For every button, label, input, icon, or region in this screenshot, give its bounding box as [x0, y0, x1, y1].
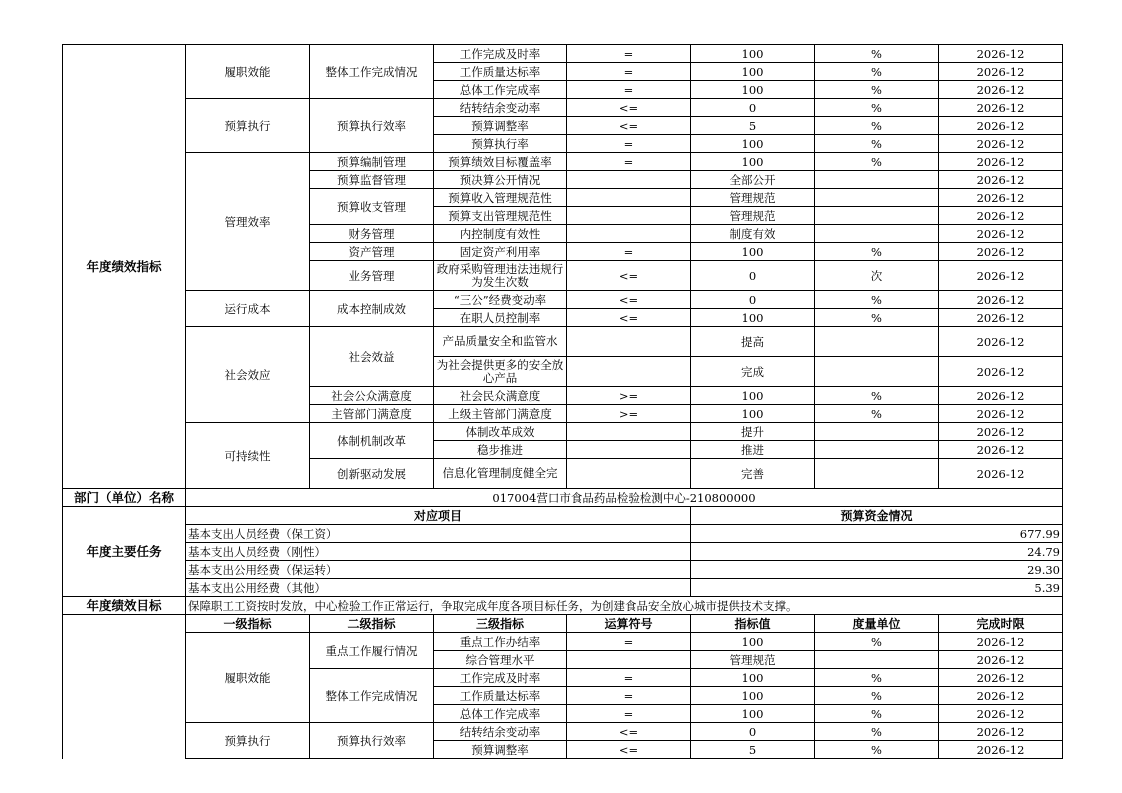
level3-indicator: 预算调整率	[434, 117, 567, 135]
task-item: 基本支出公用经费（其他）	[186, 579, 691, 597]
level3-indicator: 稳步推进	[434, 441, 567, 459]
indicator-value: 100	[691, 705, 815, 723]
level3-indicator: 为社会提供更多的安全放心产品	[434, 357, 567, 387]
indicator-value: 100	[691, 243, 815, 261]
col-header: 三级指标	[434, 615, 567, 633]
operator-cell	[567, 189, 691, 207]
task-item: 基本支出公用经费（保运转）	[186, 561, 691, 579]
task-amount: 24.79	[691, 543, 1063, 561]
deadline-cell: 2026-12	[939, 459, 1063, 489]
unit-cell	[815, 207, 939, 225]
col-header: 完成时限	[939, 615, 1063, 633]
budget-sheet	[62, 44, 1063, 759]
col-header-item: 对应项目	[186, 507, 691, 525]
level1-indicator: 预算执行	[186, 723, 310, 759]
deadline-cell: 2026-12	[939, 441, 1063, 459]
task-amount: 677.99	[691, 525, 1063, 543]
task-row	[63, 525, 1063, 543]
unit-cell	[815, 441, 939, 459]
unit-cell	[815, 327, 939, 357]
operator-cell: >=	[567, 387, 691, 405]
operator-cell: =	[567, 669, 691, 687]
deadline-cell: 2026-12	[939, 309, 1063, 327]
unit-cell: %	[815, 741, 939, 759]
deadline-cell: 2026-12	[939, 633, 1063, 651]
indicator-value: 100	[691, 687, 815, 705]
level2-indicator: 创新驱动发展	[310, 459, 434, 489]
deadline-cell: 2026-12	[939, 261, 1063, 291]
tasks-label: 年度主要任务	[63, 507, 186, 597]
section-label-empty	[63, 615, 186, 759]
operator-cell	[567, 651, 691, 669]
deadline-cell: 2026-12	[939, 171, 1063, 189]
deadline-cell: 2026-12	[939, 207, 1063, 225]
level1-indicator: 运行成本	[186, 291, 310, 327]
level2-indicator: 预算执行效率	[310, 99, 434, 153]
level2-indicator: 体制机制改革	[310, 423, 434, 459]
operator-cell	[567, 171, 691, 189]
operator-cell: =	[567, 81, 691, 99]
unit-cell: %	[815, 669, 939, 687]
task-item: 基本支出人员经费（刚性）	[186, 543, 691, 561]
operator-cell	[567, 225, 691, 243]
deadline-cell: 2026-12	[939, 63, 1063, 81]
level3-indicator: 预算收入管理规范性	[434, 189, 567, 207]
unit-cell: %	[815, 723, 939, 741]
unit-cell	[815, 423, 939, 441]
operator-cell: <=	[567, 723, 691, 741]
col-header-budget: 预算资金情况	[691, 507, 1063, 525]
deadline-cell: 2026-12	[939, 117, 1063, 135]
task-item: 基本支出人员经费（保工资）	[186, 525, 691, 543]
deadline-cell: 2026-12	[939, 243, 1063, 261]
operator-cell	[567, 357, 691, 387]
deadline-cell: 2026-12	[939, 45, 1063, 63]
level3-indicator: 内控制度有效性	[434, 225, 567, 243]
task-row	[63, 543, 1063, 561]
level3-indicator: 综合管理水平	[434, 651, 567, 669]
level2-indicator: 预算收支管理	[310, 189, 434, 225]
col-header: 指标值	[691, 615, 815, 633]
level3-indicator: 结转结余变动率	[434, 723, 567, 741]
level2-indicator: 重点工作履行情况	[310, 633, 434, 669]
level2-indicator: 社会公众满意度	[310, 387, 434, 405]
indicator-value: 管理规范	[691, 189, 815, 207]
deadline-cell: 2026-12	[939, 81, 1063, 99]
level2-indicator: 整体工作完成情况	[310, 669, 434, 723]
deadline-cell: 2026-12	[939, 687, 1063, 705]
unit-cell: %	[815, 117, 939, 135]
operator-cell: =	[567, 45, 691, 63]
table-row	[63, 99, 1063, 117]
level3-indicator: 工作质量达标率	[434, 687, 567, 705]
deadline-cell: 2026-12	[939, 357, 1063, 387]
level2-indicator: 整体工作完成情况	[310, 45, 434, 99]
level3-indicator: 总体工作完成率	[434, 705, 567, 723]
level3-indicator: 工作质量达标率	[434, 63, 567, 81]
indicator-value: 100	[691, 309, 815, 327]
deadline-cell: 2026-12	[939, 99, 1063, 117]
level3-indicator: 结转结余变动率	[434, 99, 567, 117]
unit-cell	[815, 459, 939, 489]
level1-indicator: 社会效应	[186, 327, 310, 423]
level3-indicator: 社会民众满意度	[434, 387, 567, 405]
level3-indicator: 预算执行率	[434, 135, 567, 153]
level3-indicator: “三公”经费变动率	[434, 291, 567, 309]
col-header: 一级指标	[186, 615, 310, 633]
table-row	[63, 291, 1063, 309]
unit-cell	[815, 189, 939, 207]
unit-cell: %	[815, 135, 939, 153]
unit-cell: 次	[815, 261, 939, 291]
operator-cell: =	[567, 633, 691, 651]
indicator-value: 100	[691, 135, 815, 153]
indicator-value: 100	[691, 387, 815, 405]
task-amount: 29.30	[691, 561, 1063, 579]
dept-row	[63, 489, 1063, 507]
col-header: 度量单位	[815, 615, 939, 633]
unit-cell: %	[815, 387, 939, 405]
operator-cell	[567, 459, 691, 489]
deadline-cell: 2026-12	[939, 291, 1063, 309]
table-row	[63, 45, 1063, 63]
table-row	[63, 423, 1063, 441]
level3-indicator: 预决算公开情况	[434, 171, 567, 189]
table-row	[63, 633, 1063, 651]
unit-cell: %	[815, 309, 939, 327]
unit-cell: %	[815, 405, 939, 423]
operator-cell: =	[567, 687, 691, 705]
operator-cell	[567, 327, 691, 357]
indicator-value: 提升	[691, 423, 815, 441]
col-header: 二级指标	[310, 615, 434, 633]
operator-cell: <=	[567, 291, 691, 309]
level3-indicator: 信息化管理制度健全完	[434, 459, 567, 489]
operator-cell: =	[567, 243, 691, 261]
indicator-value: 100	[691, 153, 815, 171]
level3-indicator: 预算调整率	[434, 741, 567, 759]
level2-indicator: 财务管理	[310, 225, 434, 243]
level2-indicator: 预算执行效率	[310, 723, 434, 759]
unit-cell: %	[815, 633, 939, 651]
level2-indicator: 预算编制管理	[310, 153, 434, 171]
level2-indicator: 社会效益	[310, 327, 434, 387]
unit-cell: %	[815, 63, 939, 81]
task-amount: 5.39	[691, 579, 1063, 597]
indicator-value: 0	[691, 723, 815, 741]
unit-cell: %	[815, 81, 939, 99]
indicator-value: 100	[691, 45, 815, 63]
table-row	[63, 723, 1063, 741]
operator-cell: <=	[567, 741, 691, 759]
level1-indicator: 可持续性	[186, 423, 310, 489]
indicator-value: 完成	[691, 357, 815, 387]
table-row	[63, 153, 1063, 171]
unit-cell: %	[815, 153, 939, 171]
indicator-value: 0	[691, 261, 815, 291]
level3-indicator: 在职人员控制率	[434, 309, 567, 327]
goal-text: 保障职工工资按时发放，中心检验工作正常运行，争取完成年度各项目标任务，为创建食品安全放心城市提供技术支撑。	[186, 597, 1063, 615]
level1-indicator: 履职效能	[186, 633, 310, 723]
deadline-cell: 2026-12	[939, 327, 1063, 357]
task-row	[63, 561, 1063, 579]
indicator-value: 100	[691, 81, 815, 99]
indicator-value: 提高	[691, 327, 815, 357]
indicator-value: 完善	[691, 459, 815, 489]
deadline-cell: 2026-12	[939, 705, 1063, 723]
indicator-value: 0	[691, 99, 815, 117]
deadline-cell: 2026-12	[939, 189, 1063, 207]
unit-cell	[815, 171, 939, 189]
level2-indicator: 业务管理	[310, 261, 434, 291]
level3-indicator: 政府采购管理违法违规行为发生次数	[434, 261, 567, 291]
operator-cell	[567, 207, 691, 225]
level1-indicator: 管理效率	[186, 153, 310, 291]
col-header: 运算符号	[567, 615, 691, 633]
deadline-cell: 2026-12	[939, 405, 1063, 423]
unit-cell: %	[815, 45, 939, 63]
level2-indicator: 成本控制成效	[310, 291, 434, 327]
deadline-cell: 2026-12	[939, 741, 1063, 759]
indicator-value: 制度有效	[691, 225, 815, 243]
tasks-header-row	[63, 507, 1063, 525]
level1-indicator: 预算执行	[186, 99, 310, 153]
level3-indicator: 体制改革成效	[434, 423, 567, 441]
level3-indicator: 预算支出管理规范性	[434, 207, 567, 225]
indicator-value: 管理规范	[691, 207, 815, 225]
deadline-cell: 2026-12	[939, 153, 1063, 171]
table-row	[63, 327, 1063, 357]
unit-cell	[815, 225, 939, 243]
level2-indicator: 资产管理	[310, 243, 434, 261]
unit-cell: %	[815, 243, 939, 261]
goal-row	[63, 597, 1063, 615]
deadline-cell: 2026-12	[939, 723, 1063, 741]
indicator-value: 管理规范	[691, 651, 815, 669]
operator-cell: <=	[567, 261, 691, 291]
section-label: 年度绩效指标	[63, 45, 186, 489]
dept-name: 017004营口市食品药品检验检测中心-210800000	[186, 489, 1063, 507]
deadline-cell: 2026-12	[939, 135, 1063, 153]
operator-cell: =	[567, 135, 691, 153]
level3-indicator: 工作完成及时率	[434, 669, 567, 687]
level2-indicator: 主管部门满意度	[310, 405, 434, 423]
operator-cell: <=	[567, 309, 691, 327]
operator-cell: =	[567, 153, 691, 171]
level1-indicator: 履职效能	[186, 45, 310, 99]
indicator-value: 0	[691, 291, 815, 309]
unit-cell: %	[815, 291, 939, 309]
level3-indicator: 总体工作完成率	[434, 81, 567, 99]
deadline-cell: 2026-12	[939, 651, 1063, 669]
indicator-value: 100	[691, 669, 815, 687]
level3-indicator: 上级主管部门满意度	[434, 405, 567, 423]
level3-indicator: 预算绩效目标覆盖率	[434, 153, 567, 171]
operator-cell	[567, 441, 691, 459]
indicator-value: 5	[691, 117, 815, 135]
unit-cell: %	[815, 705, 939, 723]
level3-indicator: 工作完成及时率	[434, 45, 567, 63]
operator-cell: >=	[567, 405, 691, 423]
deadline-cell: 2026-12	[939, 387, 1063, 405]
unit-cell: %	[815, 99, 939, 117]
indicator-value: 全部公开	[691, 171, 815, 189]
dept-label: 部门（单位）名称	[63, 489, 186, 507]
indicator-value: 5	[691, 741, 815, 759]
level3-indicator: 重点工作办结率	[434, 633, 567, 651]
level3-indicator: 产品质量安全和监管水	[434, 327, 567, 357]
operator-cell: <=	[567, 117, 691, 135]
operator-cell: <=	[567, 99, 691, 117]
operator-cell: =	[567, 705, 691, 723]
indicator-value: 推进	[691, 441, 815, 459]
indicator-value: 100	[691, 405, 815, 423]
operator-cell: =	[567, 63, 691, 81]
deadline-cell: 2026-12	[939, 669, 1063, 687]
indicator-value: 100	[691, 63, 815, 81]
level3-indicator: 固定资产利用率	[434, 243, 567, 261]
task-row	[63, 579, 1063, 597]
performance-table	[62, 44, 1063, 759]
indicator-header-row	[63, 615, 1063, 633]
indicator-value: 100	[691, 633, 815, 651]
unit-cell: %	[815, 687, 939, 705]
unit-cell	[815, 357, 939, 387]
deadline-cell: 2026-12	[939, 225, 1063, 243]
operator-cell	[567, 423, 691, 441]
deadline-cell: 2026-12	[939, 423, 1063, 441]
goal-label: 年度绩效目标	[63, 597, 186, 615]
level2-indicator: 预算监督管理	[310, 171, 434, 189]
unit-cell	[815, 651, 939, 669]
